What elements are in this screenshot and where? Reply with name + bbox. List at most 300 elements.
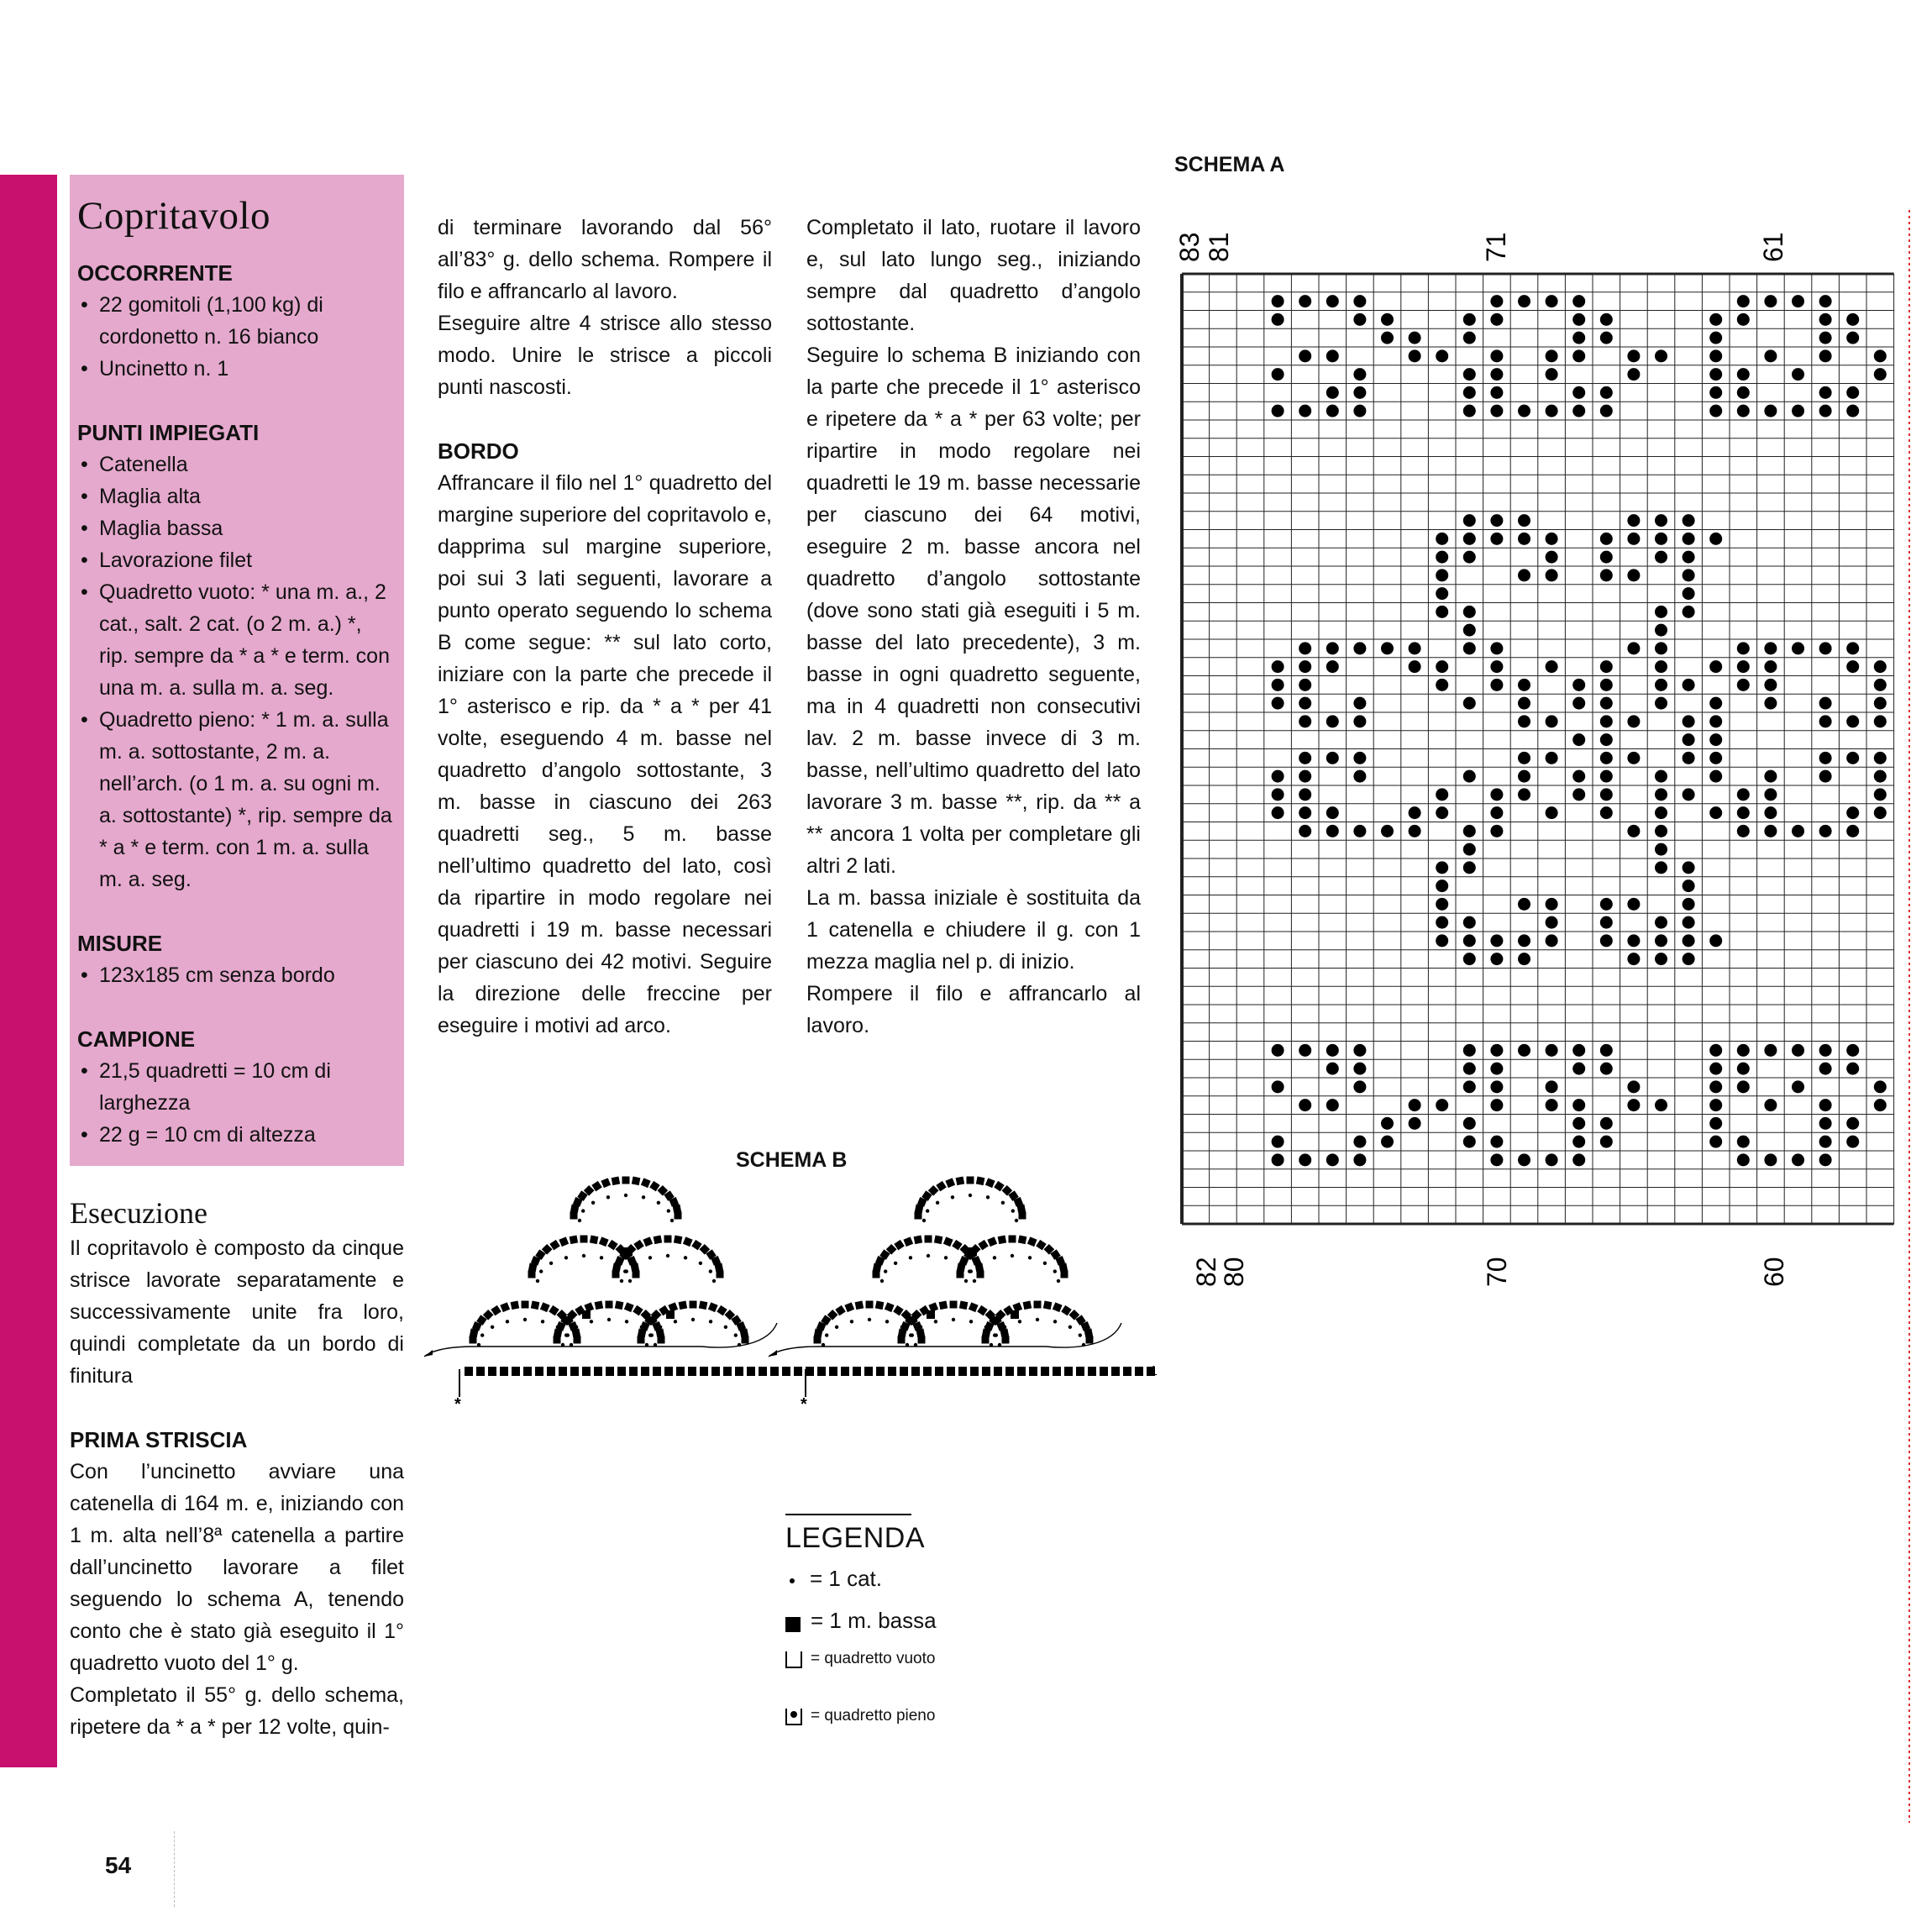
filled-square-dot: [1463, 551, 1476, 564]
filled-square-dot: [1737, 642, 1750, 654]
chain-dot: [951, 1195, 954, 1199]
paragraph: di terminare lavorando dal 56° all’83° g. dello schema. Rompere il filo e affrancarlo al lavoro.: [438, 216, 772, 303]
filled-square-dot: [1436, 587, 1448, 600]
chain-dot: [1079, 1333, 1082, 1336]
filled-square-dot: [1600, 1063, 1613, 1075]
filled-square-dot: [1627, 1099, 1640, 1111]
filled-square-dot: [1819, 1153, 1832, 1166]
chain-dot: [724, 1326, 727, 1329]
schema-a-label: SCHEMA A: [1174, 153, 1285, 176]
filled-square-dot: [1683, 788, 1695, 801]
schema-b-motifs: [424, 1177, 1121, 1357]
chain-dot: [1053, 1320, 1057, 1323]
filled-square-dot: [1846, 1063, 1859, 1075]
filled-square-dot: [1463, 1117, 1476, 1130]
filled-square-dot: [1683, 587, 1695, 600]
arrow-head-icon: [769, 1350, 777, 1357]
filled-square-dot: [1874, 679, 1887, 691]
filled-square-dot: [1874, 349, 1887, 362]
filled-square-dot: [1490, 1099, 1503, 1111]
filled-square-dot: [1326, 349, 1339, 362]
filled-square-dot: [1436, 861, 1448, 874]
filled-square-dot: [1299, 642, 1311, 654]
chain-dot: [1028, 1256, 1032, 1259]
filled-square-dot: [1792, 642, 1804, 654]
legend-item-single-crochet: = 1 m. bassa: [785, 1608, 937, 1634]
filled-square-dot: [1600, 405, 1613, 417]
chain-dot: [825, 1333, 828, 1336]
chain-dot: [968, 1269, 971, 1273]
filled-square-dot: [1546, 916, 1558, 929]
filled-square-dot: [1572, 313, 1585, 326]
row-number-label: 81: [1204, 232, 1234, 262]
chain-dot: [541, 1320, 544, 1323]
filled-square-dot: [1463, 386, 1476, 399]
crochet-square: [582, 1310, 591, 1319]
filled-square-dot: [1709, 660, 1722, 673]
filled-square-dot: [1874, 788, 1887, 801]
filled-square-dot: [1572, 1099, 1585, 1111]
row-number-label: 80: [1219, 1257, 1249, 1287]
chain-dot: [885, 1320, 889, 1323]
base-stitch: [1076, 1367, 1084, 1376]
filled-square-dot: [1683, 879, 1695, 892]
base-stitch: [594, 1367, 602, 1376]
chain-dot-icon: [790, 1578, 795, 1583]
crochet-square: [969, 1247, 977, 1256]
base-stitch: [982, 1367, 990, 1376]
crochet-square: [1034, 1301, 1042, 1309]
base-stitch: [911, 1367, 920, 1376]
crochet-square: [1009, 1236, 1016, 1243]
panel-section-list: [77, 1055, 396, 1151]
filled-square-dot: [1326, 642, 1339, 654]
filled-square-dot: [1737, 368, 1750, 381]
crochet-square: [641, 1178, 651, 1188]
crochet-square: [927, 1310, 935, 1319]
filled-square-dot: [1764, 770, 1777, 783]
filled-square-dot: [1490, 514, 1503, 527]
filled-square-dot: [1819, 697, 1832, 710]
crochet-square: [969, 1302, 979, 1312]
filled-square-dot: [1874, 806, 1887, 819]
legend-item-empty-square: = quadretto vuoto: [785, 1650, 935, 1668]
filled-square-dot: [1299, 806, 1311, 819]
list-item: • Catenella: [77, 449, 396, 480]
filled-square-dot: [1546, 349, 1558, 362]
filled-square-dot: [1272, 295, 1284, 307]
filled-square-dot: [1436, 606, 1448, 618]
column-3: [806, 212, 1141, 1042]
subheading-border: BORDO: [438, 438, 519, 464]
base-stitch: [888, 1367, 896, 1376]
list-item: • 21,5 quadretti = 10 cm di larghezza: [77, 1055, 396, 1119]
list-item: • Uncinetto n. 1: [77, 353, 396, 385]
filled-square-dot: [1381, 1136, 1394, 1148]
base-stitch: [841, 1367, 849, 1376]
crochet-square: [511, 1301, 520, 1310]
crochet-square: [939, 1301, 948, 1310]
chain-dot: [506, 1320, 509, 1323]
filled-square-dot: [1819, 313, 1832, 326]
base-stitch: [1005, 1367, 1014, 1376]
filled-square-dot: [1272, 806, 1284, 819]
filled-square-dot: [1627, 898, 1640, 911]
filled-square-dot: [1272, 788, 1284, 801]
base-stitch: [606, 1367, 614, 1376]
chain-dot: [606, 1195, 610, 1199]
filled-square-dot: [1683, 916, 1695, 929]
filled-square-dot: [1272, 697, 1284, 710]
filled-square-dot: [1683, 551, 1695, 564]
filled-square-dot: [1683, 679, 1695, 691]
crochet-square: [873, 1271, 880, 1278]
filled-square-dot: [1683, 898, 1695, 911]
crochet-square: [500, 1302, 510, 1312]
crochet-square: [898, 1336, 906, 1344]
filled-square-dot: [1326, 1044, 1339, 1057]
filled-square-dot: [1764, 1044, 1777, 1057]
chain-dot: [973, 1279, 976, 1283]
crochet-square: [1019, 1212, 1026, 1220]
filled-square-dot: [1463, 606, 1476, 618]
crochet-square: [606, 1301, 613, 1309]
filled-square-dot: [1518, 715, 1530, 727]
filled-square-dot: [1381, 332, 1394, 344]
crochet-square: [612, 1271, 620, 1278]
crochet-square: [903, 1236, 913, 1247]
filled-square-dot: [1737, 386, 1750, 399]
filled-square-dot: [1709, 1136, 1722, 1148]
crochet-square: [624, 1302, 634, 1312]
filled-square-dot: [1409, 806, 1421, 819]
filled-square-dot: [1600, 1136, 1613, 1148]
crochet-square: [957, 1271, 964, 1278]
chain-dot: [523, 1318, 527, 1321]
crochet-square: [814, 1336, 822, 1344]
filled-square-dot: [1655, 953, 1667, 965]
filled-square-dot: [1627, 349, 1640, 362]
base-stitch: [500, 1367, 508, 1376]
chain-dot: [964, 1279, 968, 1283]
filled-square-dot: [1819, 1136, 1832, 1148]
filled-square-dot: [1381, 825, 1394, 837]
filled-square-dot: [1353, 386, 1366, 399]
filled-square-dot: [1353, 295, 1366, 307]
filled-square-dot: [1792, 1080, 1804, 1093]
crochet-square: [580, 1236, 588, 1243]
filled-square-dot: [1546, 569, 1558, 581]
filled-square-dot: [1572, 332, 1585, 344]
filled-square-dot: [1272, 368, 1284, 381]
list-item: • 22 gomitoli (1,100 kg) di cordonetto n. 16 bianco: [77, 289, 396, 353]
filled-square-dot: [1655, 843, 1667, 856]
filled-square-dot: [1299, 660, 1311, 673]
row-number-label: 82: [1191, 1257, 1221, 1287]
filled-square-dot: [1600, 679, 1613, 691]
filled-square-dot: [1709, 715, 1722, 727]
filled-square-dot: [1409, 825, 1421, 837]
filled-square-dot: [1709, 349, 1722, 362]
filled-square-dot: [1819, 295, 1832, 307]
filled-square-dot: [1600, 934, 1613, 947]
base-stitch: [700, 1367, 708, 1376]
chain-dot: [880, 1279, 884, 1283]
chain-dot: [909, 1333, 912, 1336]
filled-square-dot: [1572, 386, 1585, 399]
crochet-square: [599, 1236, 609, 1247]
filled-square-dot: [1627, 642, 1640, 654]
filled-square-dot: [1819, 1117, 1832, 1130]
filled-square-dot: [1299, 697, 1311, 710]
filled-square-dot: [1546, 806, 1558, 819]
chain-dot: [684, 1256, 687, 1259]
crochet-square: [866, 1301, 874, 1309]
filled-square-dot: [1737, 313, 1750, 326]
filled-square-dot: [1463, 642, 1476, 654]
crochet-square: [570, 1236, 579, 1245]
chain-dot: [1057, 1279, 1060, 1283]
filled-square-dot: [1436, 551, 1448, 564]
filled-square-dot: [1819, 332, 1832, 344]
crochet-square: [1086, 1336, 1094, 1344]
filled-square-dot: [1655, 788, 1667, 801]
crochet-square: [633, 1271, 640, 1278]
crochet-square: [987, 1236, 997, 1247]
base-stitch: [759, 1367, 767, 1376]
filled-square-dot: [1764, 788, 1777, 801]
chain-dot: [709, 1320, 712, 1323]
filled-square-dot: [1819, 642, 1832, 654]
filled-square-dot: [1518, 533, 1530, 545]
base-stitch: [994, 1367, 1002, 1376]
base-stitch: [782, 1367, 790, 1376]
base-stitch: [1100, 1367, 1108, 1376]
filled-square-dot: [1436, 806, 1448, 819]
chain-dot: [952, 1318, 955, 1321]
filled-square-dot: [1518, 697, 1530, 710]
filled-square-dot: [1436, 916, 1448, 929]
filled-square-dot: [1683, 752, 1695, 764]
filled-square-dot: [1490, 660, 1503, 673]
base-stitch: [1017, 1367, 1026, 1376]
filled-square-dot: [1655, 697, 1667, 710]
filled-square-dot: [1709, 806, 1722, 819]
filled-square-dot: [1490, 806, 1503, 819]
base-stitch: [570, 1367, 579, 1376]
filled-square-dot: [1600, 770, 1613, 783]
chain-dot: [648, 1256, 652, 1259]
empty-square-icon: [785, 1651, 802, 1668]
crochet-square: [742, 1336, 749, 1344]
filled-square-dot: [1463, 953, 1476, 965]
filled-square-dot: [1655, 551, 1667, 564]
crochet-square: [717, 1271, 724, 1278]
base-stitch: [770, 1367, 779, 1376]
filled-square-dot: [1490, 1044, 1503, 1057]
schema-b-chart: [424, 1155, 1163, 1415]
filled-square-dot: [1490, 642, 1503, 654]
chain-dot: [600, 1256, 603, 1259]
filled-square-dot: [1490, 313, 1503, 326]
filled-square-dot: [1874, 752, 1887, 764]
panel-section-heading: OCCORRENTE: [77, 260, 233, 286]
filled-square-dot: [1600, 533, 1613, 545]
filled-square-dot: [1463, 916, 1476, 929]
section-heading-execution: Esecuzione: [70, 1196, 207, 1230]
chain-dot: [944, 1256, 948, 1259]
crochet-square: [982, 1336, 990, 1344]
filled-square-dot: [1299, 405, 1311, 417]
filled-square-dot: [1792, 368, 1804, 381]
schema-a-bottom-labels: [1191, 1257, 1789, 1287]
chain-dot: [549, 1262, 553, 1265]
chain-dot: [1015, 1219, 1018, 1222]
chain-dot: [868, 1318, 871, 1321]
crochet-square: [643, 1236, 653, 1247]
filled-square-dot: [1846, 752, 1859, 764]
filled-square-dot: [1683, 953, 1695, 965]
list-item: • 22 g = 10 cm di altezza: [77, 1119, 396, 1151]
chain-dot: [1018, 1320, 1021, 1323]
base-stitch: [476, 1367, 485, 1376]
chain-dot: [623, 1269, 627, 1273]
filled-square-dot: [1409, 1117, 1421, 1130]
paragraph: Con l’uncinetto avviare una catenella di 164 m. e, iniziando con 1 m. alta nell’8ª catenella a partire dall’uncinetto lavorare a filet seguendo lo schema A, tenendo conto che è stato già eseguito il 1° quadretto vuoto del 1° g.: [70, 1460, 404, 1675]
filled-square-dot: [1326, 1063, 1339, 1075]
filled-square-dot: [1518, 569, 1530, 581]
filled-square-dot: [1846, 806, 1859, 819]
filled-square-dot: [1409, 349, 1421, 362]
chain-dot: [993, 1333, 996, 1336]
filled-square-dot: [1683, 934, 1695, 947]
filled-square-dot: [1600, 1117, 1613, 1130]
chain-dot: [633, 1262, 637, 1265]
filled-square-dot: [1709, 770, 1722, 783]
base-stitch: [1064, 1367, 1073, 1376]
crochet-square: [679, 1301, 688, 1310]
filled-square-dot: [1299, 1153, 1311, 1166]
chain-dot: [575, 1326, 578, 1329]
filled-square-dot: [1463, 861, 1476, 874]
base-stitch: [935, 1367, 943, 1376]
filled-square-dot: [1463, 368, 1476, 381]
chain-dot: [894, 1262, 897, 1265]
list-item: • Maglia bassa: [77, 512, 396, 544]
filled-square-dot: [1490, 1063, 1503, 1075]
margin-guide: [174, 1831, 176, 1907]
base-stitch: [1053, 1367, 1061, 1376]
panel-section-list: [77, 959, 396, 991]
materials-panel: [70, 175, 404, 1166]
filled-square-dot: [1600, 569, 1613, 581]
base-stitch: [864, 1367, 873, 1376]
filled-square-dot: [1381, 313, 1394, 326]
base-stitch: [617, 1367, 626, 1376]
paragraph: La m. bassa iniziale è sostituita da 1 catenella e chiudere il g. con 1 mezza maglia nel p. di inizio.: [806, 886, 1141, 974]
filled-square-dot: [1572, 405, 1585, 417]
filled-square-dot: [1490, 349, 1503, 362]
paragraph: Rompere il filo e affrancarlo al lavoro.: [806, 982, 1141, 1037]
filled-square-dot: [1518, 1044, 1530, 1057]
chain-dot: [1011, 1209, 1015, 1212]
crochet-square: [950, 1301, 958, 1309]
filled-square-dot: [1819, 825, 1832, 837]
filled-square-dot: [1709, 405, 1722, 417]
row-number-label: 70: [1482, 1257, 1512, 1287]
filled-square-dot: [1463, 1136, 1476, 1148]
filled-square-dot: [1764, 642, 1777, 654]
list-item: • Quadretto pieno: * 1 m. a. sulla m. a. sottostante, 2 m. a. nell’arch. (o 1 m. a. su ogni m. a. sottostante) *, rip. sempre da * a * e term. con 1 m. a. sulla m. a. seg.: [77, 704, 396, 895]
arrow-head-icon: [424, 1350, 433, 1357]
filled-square-dot: [1436, 679, 1448, 691]
filled-square-dot: [1627, 569, 1640, 581]
chain-dot: [674, 1320, 677, 1323]
chain-dot: [666, 1254, 669, 1257]
crochet-square: [945, 1178, 955, 1188]
filled-square-dot: [1546, 1153, 1558, 1166]
filled-square-dot: [1572, 1044, 1585, 1057]
filled-square-dot: [1353, 405, 1366, 417]
crochet-square: [570, 1212, 578, 1220]
filled-square-dot: [1600, 660, 1613, 673]
filled-square-dot: [1764, 1153, 1777, 1166]
filled-square-dot: [1546, 533, 1558, 545]
filled-square-dot: [1326, 715, 1339, 727]
crochet-square: [934, 1236, 943, 1245]
crochet-square: [615, 1301, 624, 1310]
filled-square-dot: [1737, 1136, 1750, 1148]
filled-square-dot: [1436, 349, 1448, 362]
filled-square-dot: [1272, 405, 1284, 417]
crochet-square: [914, 1236, 923, 1245]
chain-dot: [1003, 1326, 1006, 1329]
filled-square-dot: [1299, 349, 1311, 362]
filled-square-dot: [1546, 752, 1558, 764]
filled-square-dot: [1846, 1044, 1859, 1057]
panel-section-heading: CAMPIONE: [77, 1026, 196, 1052]
base-stitch: [559, 1367, 567, 1376]
filled-square-dot: [1463, 825, 1476, 837]
filled-square-dot: [1846, 405, 1859, 417]
filled-square-dot: [1546, 295, 1558, 307]
filled-square-dot: [1627, 953, 1640, 965]
filled-square-dot: [1463, 1044, 1476, 1057]
crochet-square: [622, 1177, 630, 1184]
chain-dot: [978, 1262, 981, 1265]
crochet-square: [632, 1177, 641, 1186]
filled-square-dot: [1709, 533, 1722, 545]
chain-dot: [667, 1209, 670, 1212]
chain-dot: [969, 1320, 973, 1323]
filled-square-dot: [1353, 1080, 1366, 1093]
filled-square-dot: [1463, 533, 1476, 545]
filled-square-dot: [1490, 953, 1503, 965]
chain-dot: [659, 1326, 662, 1329]
filled-square-dot: [1655, 770, 1667, 783]
filled-square-dot: [1490, 295, 1503, 307]
filled-square-dot: [1874, 1080, 1887, 1093]
filled-square-dot: [1846, 1117, 1859, 1130]
legend-item-filled-square: = quadretto pieno: [785, 1707, 935, 1725]
crochet-square: [1053, 1302, 1063, 1312]
crochet-square: [1002, 1336, 1010, 1344]
filled-square-dot: [1600, 898, 1613, 911]
filled-square-dot: [1353, 1044, 1366, 1057]
filled-square-dot: [1819, 1044, 1832, 1057]
crochet-square: [875, 1301, 885, 1310]
filled-square-dot: [1409, 642, 1421, 654]
